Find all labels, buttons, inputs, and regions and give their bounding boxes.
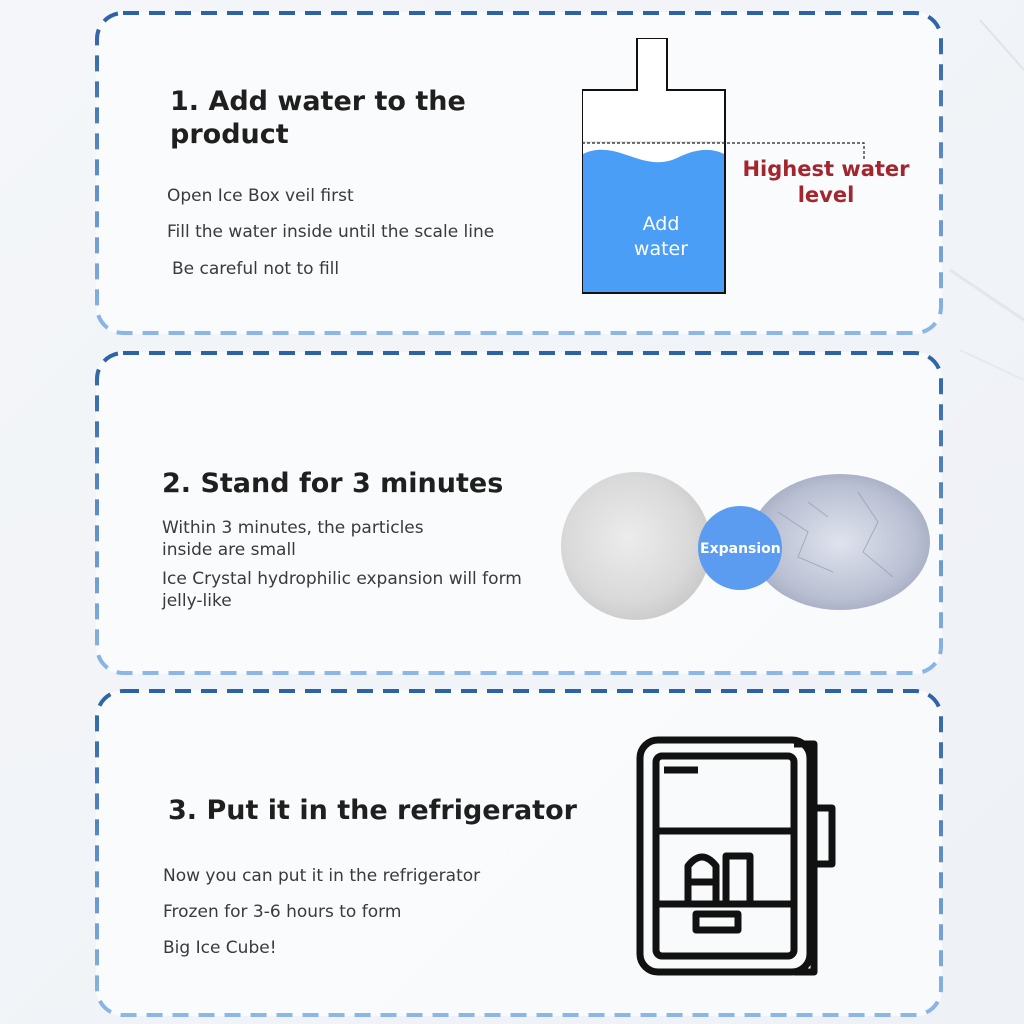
step-2-card — [96, 352, 942, 674]
refrigerator-icon — [636, 736, 840, 976]
step-3-card — [96, 690, 942, 1016]
step-3-title: 3. Put it in the refrigerator — [168, 795, 577, 826]
background-decoration — [940, 0, 1024, 1024]
step-3-line-2: Frozen for 3-6 hours to form — [163, 902, 402, 922]
dry-particles — [561, 472, 711, 620]
step-2-title: 2. Stand for 3 minutes — [162, 468, 504, 499]
step-1-line-2: Fill the water inside until the scale line — [167, 222, 495, 242]
bag-label: Add water — [633, 213, 689, 260]
step-1-line-3: Be careful not to fill — [172, 259, 340, 279]
step-1-title: 1. Add water to the product — [170, 86, 466, 150]
step-2-line-1: Within 3 minutes, the particles inside are small — [162, 518, 424, 561]
step-1-card — [96, 12, 942, 334]
step-3-line-1: Now you can put it in the refrigerator — [163, 866, 481, 886]
step-1-line-1: Open Ice Box veil first — [167, 186, 354, 206]
expansion-badge-label: Expansion — [700, 541, 781, 557]
step-2-line-2: Ice Crystal hydrophilic expansion will form jelly-like — [162, 569, 522, 612]
highest-water-level-label: Highest water level — [742, 157, 910, 208]
step-3-line-3: Big Ice Cube! — [163, 938, 277, 958]
